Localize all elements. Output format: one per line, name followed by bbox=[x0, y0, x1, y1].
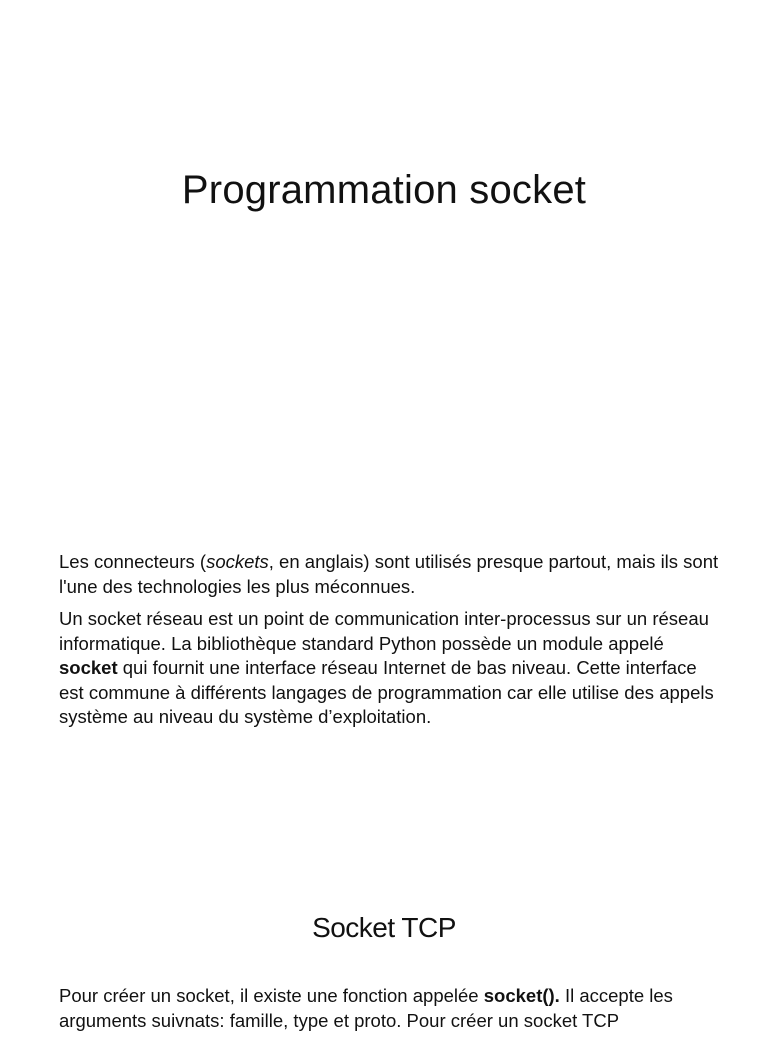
intro-p2-bold: socket bbox=[59, 657, 118, 678]
tcp-p1-before: Pour créer un socket, il existe une fonction appelée bbox=[59, 985, 484, 1006]
intro-paragraph-1 bbox=[59, 550, 719, 599]
tcp-text-block bbox=[59, 984, 719, 1041]
intro-p2-before: Un socket réseau est un point de communication inter-processus sur un réseau informatique. La bibliothèque standard Python possède un module appelé bbox=[59, 608, 709, 654]
tcp-paragraph-1 bbox=[59, 984, 719, 1033]
tcp-p1-after: Il accepte les arguments suivnats: famille, type et proto. Pour créer un socket TCP bbox=[59, 985, 673, 1031]
section-title: Socket TCP bbox=[312, 912, 456, 943]
intro-paragraph-2 bbox=[59, 607, 719, 730]
intro-text-block bbox=[59, 550, 719, 738]
intro-p1-italic: sockets bbox=[206, 551, 269, 572]
intro-p1-before: Les connecteurs ( bbox=[59, 551, 207, 572]
slide-title: Programmation socket bbox=[181, 168, 587, 212]
tcp-p1-bold: socket(). bbox=[483, 985, 560, 1006]
intro-p2-after: qui fournit une interface réseau Internet de bas niveau. Cette interface est commune à différents langages de programmation car elle utilise des appels système au niveau du système d’exploitation. bbox=[59, 657, 714, 727]
intro-p1-after: , en anglais) sont utilisés presque partout, mais ils sont l'une des technologies les plus méconnues. bbox=[59, 551, 719, 597]
